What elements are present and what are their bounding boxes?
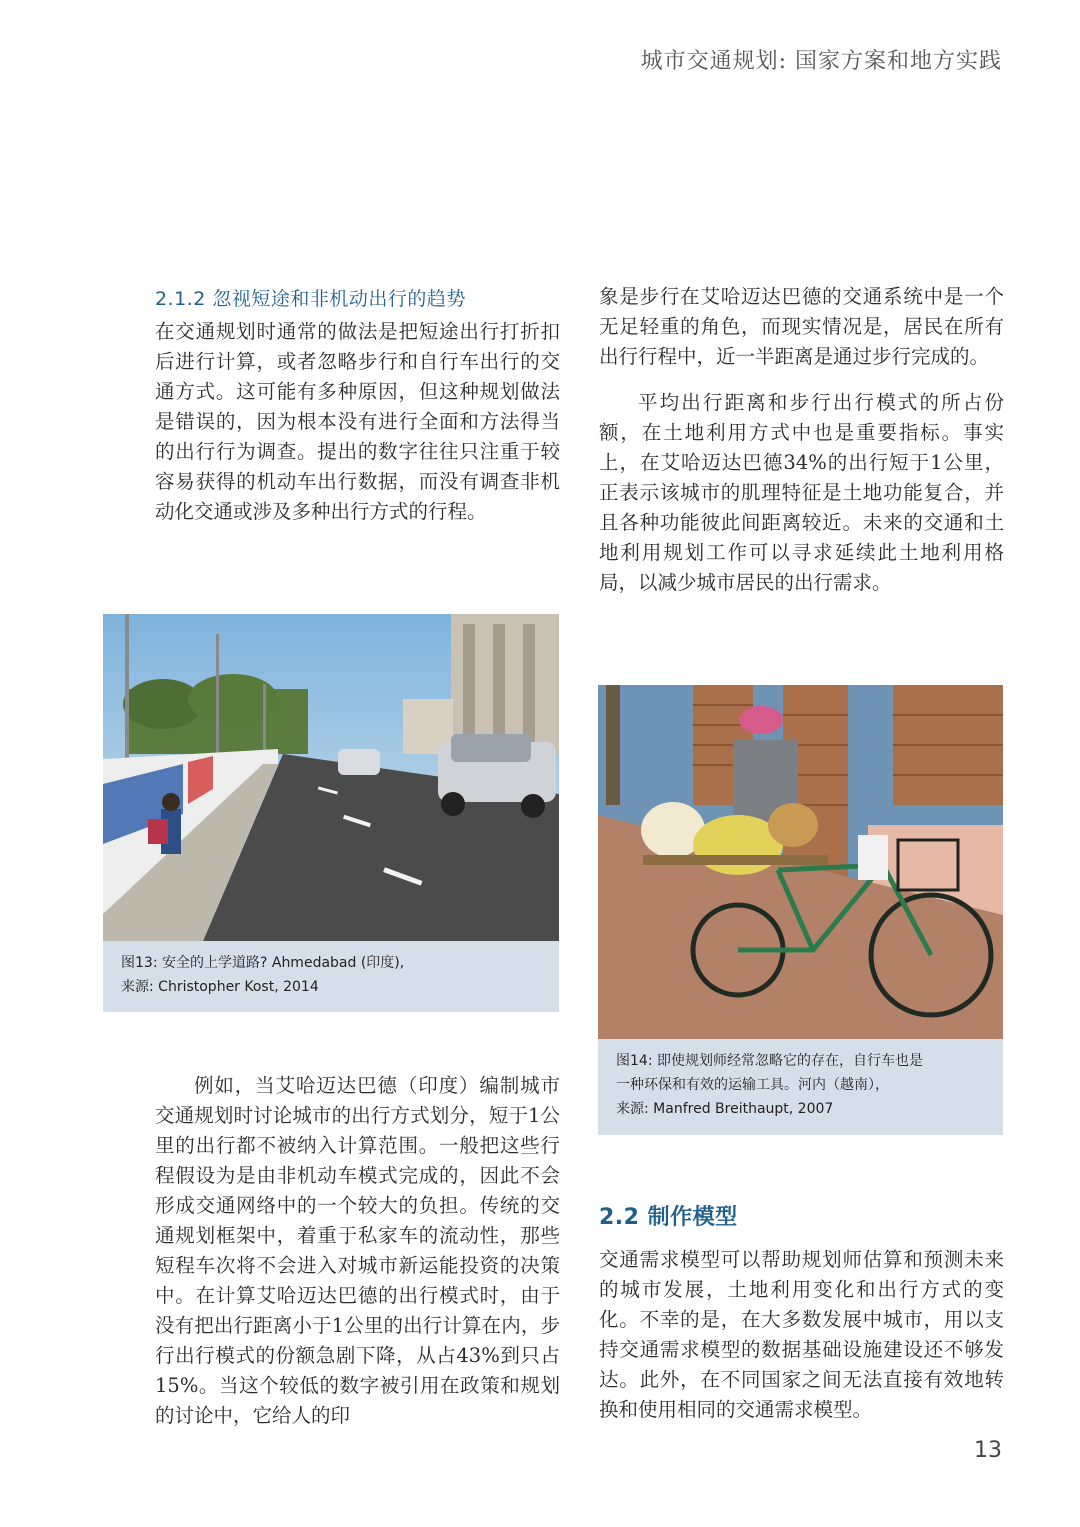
figure-13-caption — [103, 941, 559, 1009]
section-heading-2-1-2: 2.1.2 忽视短途和非机动出行的趋势 — [155, 288, 466, 310]
page-header-title: 城市交通规划: 国家方案和地方实践 — [640, 49, 1002, 74]
figure-13-caption-line-1: 图13: 安全的上学道路? Ahmedabad (印度), — [121, 955, 405, 971]
section-2-1-2 — [155, 284, 560, 527]
figure-14 — [598, 685, 1003, 1135]
average-trip-distance-paragraph: 平均出行距离和步行出行模式的所占份额，在土地利用方式中也是重要指标。事实上，在艾哈迈达巴德34%的出行短于1公里，正表示该城市的肌理特征是土地功能复合，并且各种功能彼此间距离较近。未来的交通和土地利用规划工作可以寻求延续此土地利用格局，以减少城市居民的出行需求。 — [599, 391, 1004, 594]
section-2-2 — [599, 1200, 1004, 1425]
figure-13-photo — [103, 614, 559, 941]
figure-14-caption — [598, 1039, 1003, 1131]
ahmedabad-example-paragraph: 例如，当艾哈迈达巴德（印度）编制城市交通规划时讨论城市的出行方式划分，短于1公里的出行都不被纳入计算范围。一般把这些行程假设为是由非机动车模式完成的，因此不会形成交通网络中的一个较大的负担。传统的交通规划框架中，着重于私家车的流动性，那些短程车次将不会进入对城市新运能投资的决策中。在计算艾哈迈达巴德的出行模式时，由于没有把出行距离小于1公里的出行计算在内，步行出行模式的份额急剧下降，从占43%到只占15%。当这个较低的数字被引用在政策和规划的讨论中，它给人的印 — [155, 1074, 560, 1427]
right-column-top — [599, 282, 1004, 598]
figure-14-caption-line-1: 图14: 即使规划师经常忽略它的存在，自行车也是 — [616, 1053, 923, 1069]
figure-14-photo — [598, 685, 1003, 1039]
section-2-2-paragraph: 交通需求模型可以帮助规划师估算和预测未来的城市发展，土地利用变化和出行方式的变化。不幸的是，在大多数发展中城市，用以支持交通需求模型的数据基础设施建设还不够发达。此外，在不同国家之间无法直接有效地转换和使用相同的交通需求模型。 — [599, 1248, 1004, 1421]
section-2-1-2-paragraph: 在交通规划时通常的做法是把短途出行打折扣后进行计算，或者忽略步行和自行车出行的交通方式。这可能有多种原因，但这种规划做法是错误的，因为根本没有进行全面和方法得当的出行行为调查。提出的数字往往只注重于较容易获得的机动车出行数据，而没有调查非机动化交通或涉及多种出行方式的行程。 — [155, 320, 560, 523]
right-continuation-paragraph: 象是步行在艾哈迈达巴德的交通系统中是一个无足轻重的角色，而现实情况是，居民在所有出行行程中，近一半距离是通过步行完成的。 — [599, 285, 1004, 368]
section-heading-2-2: 2.2 制作模型 — [599, 1205, 738, 1230]
figure-13 — [103, 614, 559, 1012]
figure-14-caption-line-3: 来源: Manfred Breithaupt, 2007 — [616, 1101, 834, 1117]
page-number: 13 — [974, 1438, 1002, 1463]
figure-13-caption-line-2: 来源: Christopher Kost, 2014 — [121, 979, 319, 995]
left-column-bottom — [155, 1071, 560, 1431]
figure-14-caption-line-2: 一种环保和有效的运输工具。河内（越南）， — [616, 1077, 889, 1093]
